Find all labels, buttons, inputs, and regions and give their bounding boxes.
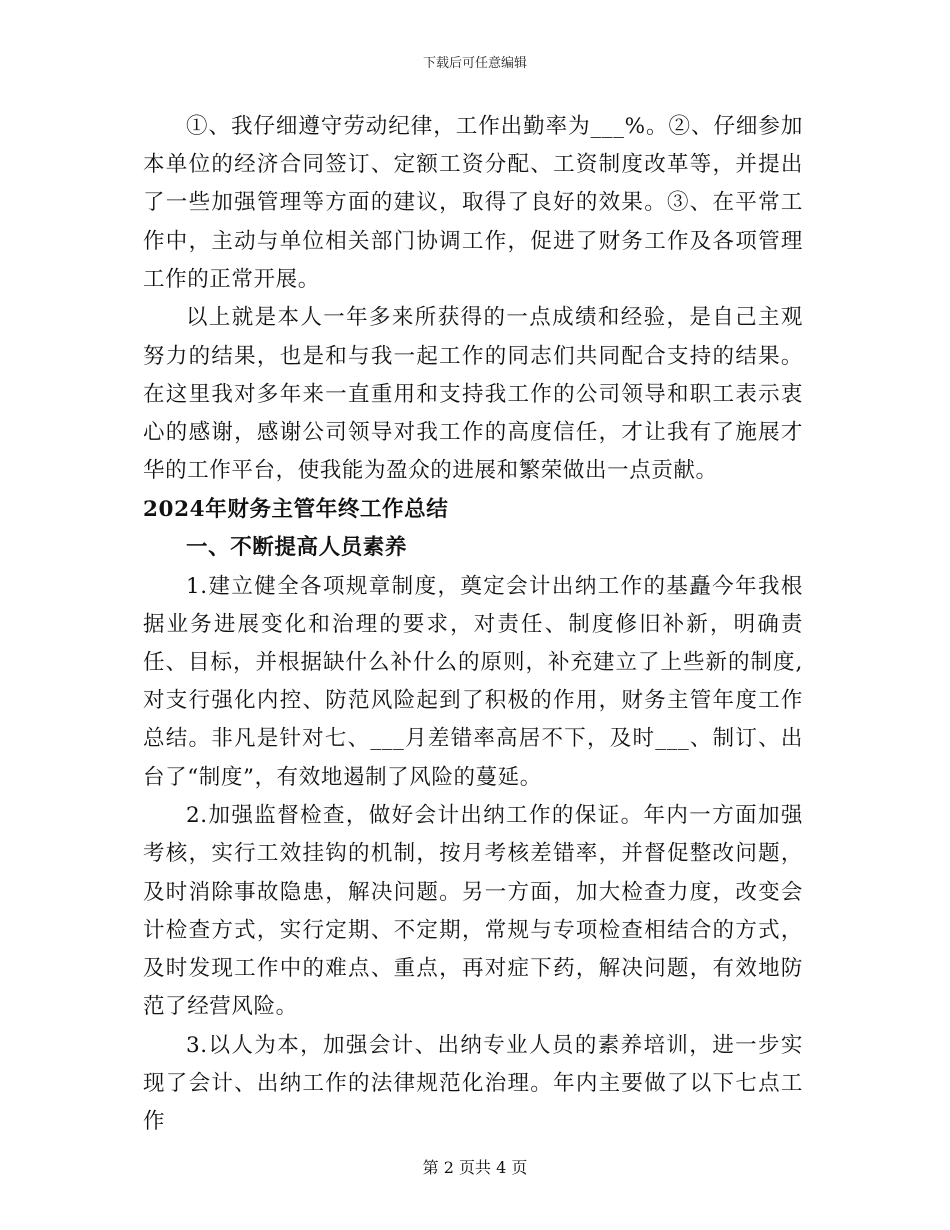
paragraph-item-1: 1.建立健全各项规章制度，奠定会计出纳工作的基矗今年我根据业务进展变化和治理的要求，对责任、制度修旧补新，明确责任、目标，并根据缺什么补什么的原则，补充建立了上些新的制度,对支行强化内控、防范风险起到了积极的作用，财务主管年度工作总结。非凡是针对七、___月差错率高居不下，及时___、制订、出台了“制度”，有效地遏制了风险的蔓延。: [143, 573, 803, 790]
document-title: 2024年财务主管年终工作总结: [143, 496, 449, 522]
document-body: [143, 108, 803, 1142]
paragraph-item-3: 3.以人为本，加强会计、出纳专业人员的素养培训，进一步实现了会计、出纳工作的法律规范化治理。年内主要做了以下七点工作: [143, 1032, 803, 1135]
paragraph-attendance: ①、我仔细遵守劳动纪律，工作出勤率为___%。②、仔细参加本单位的经济合同签订、定额工资分配、工资制度改革等，并提出了一些加强管理等方面的建议，取得了良好的效果。③、在平常工作中，主动与单位相关部门协调工作，促进了财务工作及各项管理工作的正常开展。: [143, 114, 803, 292]
page-header: 下载后可任意编辑: [422, 56, 527, 71]
paragraph-summary: 以上就是本人一年多来所获得的一点成绩和经验，是自己主观努力的结果，也是和与我一起工作的同志们共同配合支持的结果。在这里我对多年来一直重用和支持我工作的公司领导和职工表示衷心的感谢，感谢公司领导对我工作的高度信任，才让我有了施展才华的工作平台，使我能为盈众的进展和繁荣做出一点贡献。: [143, 305, 803, 484]
page-number-footer: 第 2 页共 4 页: [422, 1158, 528, 1177]
section-heading: 一、不断提高人员素养: [186, 535, 408, 561]
paragraph-item-2: 2.加强监督检查，做好会计出纳工作的保证。年内一方面加强考核，实行工效挂钩的机制，按月考核差错率，并督促整改问题，及时消除事故隐患，解决问题。另一方面，加大检查力度，改变会计检查方式，实行定期、不定期，常规与专项检查相结合的方式，及时发现工作中的难点、重点，再对症下药，解决问题，有效地防范了经营风险。: [143, 803, 803, 1020]
